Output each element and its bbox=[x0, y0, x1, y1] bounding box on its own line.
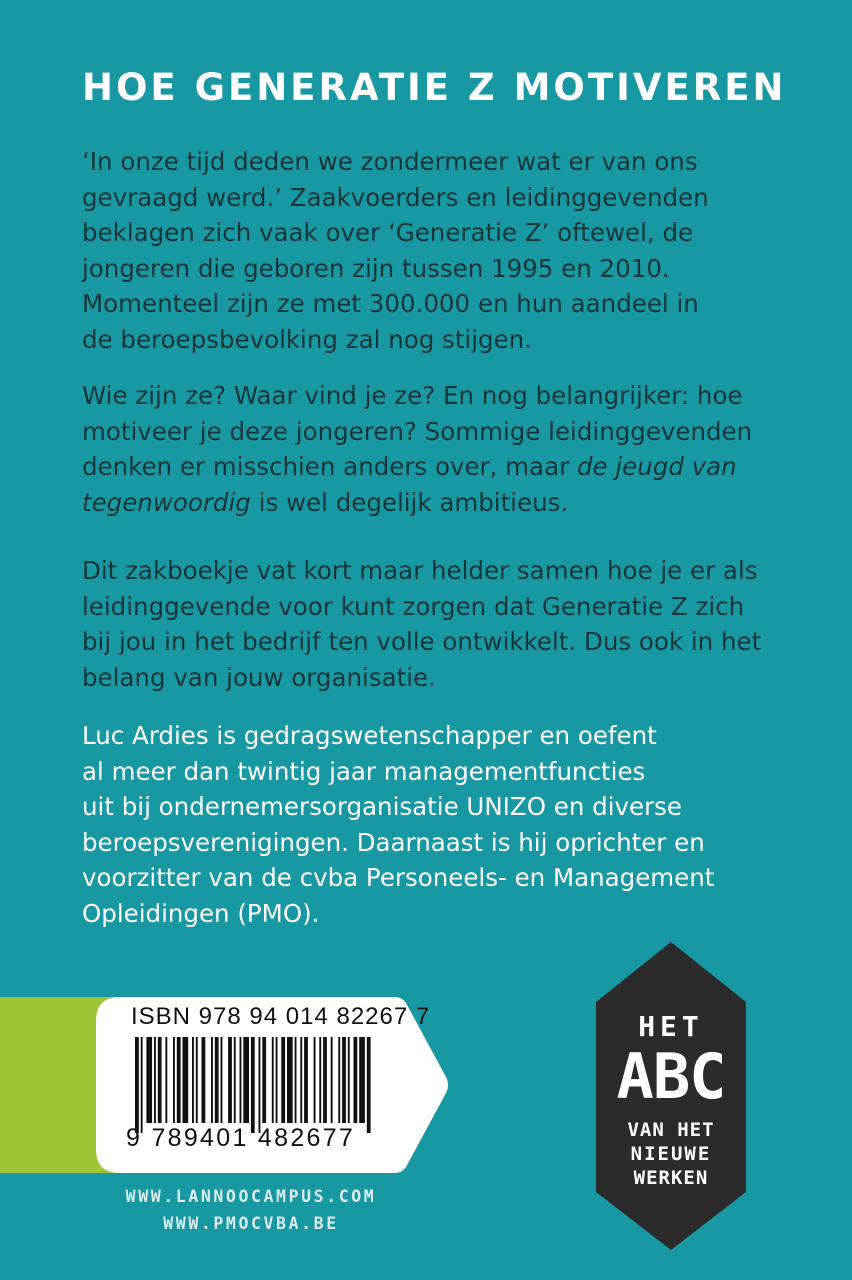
series-badge bbox=[596, 942, 746, 1250]
barcode-bar bbox=[135, 1037, 139, 1133]
barcode-bar bbox=[338, 1037, 340, 1123]
barcode-bar bbox=[304, 1037, 308, 1123]
barcode-bar bbox=[262, 1037, 266, 1123]
text-line: beklagen zich vaak over ‘Generatie Z’ oftewel, de bbox=[82, 218, 694, 247]
text-line: motiveer je deze jongeren? Sommige leidinggevenden bbox=[82, 416, 753, 446]
barcode-bar bbox=[348, 1037, 350, 1123]
badge-line-het: HET bbox=[638, 1010, 704, 1043]
barcode-bar bbox=[300, 1037, 302, 1123]
barcode-bar bbox=[251, 1037, 255, 1133]
badge-line-nieuwe: NIEUWE bbox=[630, 1143, 712, 1165]
text-line: ‘In onze tijd deden we zondermeer wat er van ons bbox=[82, 147, 698, 176]
text-line bbox=[82, 485, 802, 521]
text-line: bij jou in het bedrijf ten volle ontwikkelt. Dus ook in het bbox=[82, 627, 762, 656]
barcode-bar bbox=[173, 1037, 175, 1123]
barcode-bar bbox=[295, 1037, 297, 1123]
barcode-digits: 9 789401 482677 bbox=[126, 1124, 356, 1152]
text-line: al meer dan twintig jaar managementfuncties bbox=[82, 756, 646, 786]
text-line: Luc Ardies is gedragswetenschapper en oefent bbox=[82, 721, 657, 750]
barcode-bar bbox=[367, 1037, 371, 1133]
barcode-bar bbox=[287, 1037, 293, 1123]
italic-phrase: tegenwoordig bbox=[82, 487, 251, 517]
summary-paragraph bbox=[82, 553, 802, 695]
barcode-bar bbox=[165, 1037, 167, 1123]
barcode-bar bbox=[221, 1037, 223, 1123]
barcode-bar bbox=[177, 1037, 181, 1123]
text-line: leidinggevende voor kunt zorgen dat Generatie Z zich bbox=[82, 591, 745, 621]
questions-paragraph bbox=[82, 378, 802, 520]
badge-line-van-het: VAN HET bbox=[627, 1119, 715, 1141]
text-line: beroepsverenigingen. Daarnaast is hij oprichter en bbox=[82, 827, 705, 857]
barcode-bar bbox=[342, 1037, 346, 1123]
text-line: Momenteel zijn ze met 300.000 en hun aandeel in bbox=[82, 289, 699, 318]
barcode-bar bbox=[323, 1037, 327, 1123]
text-line: Dit zakboekje vat kort maar helder samen hoe je er als bbox=[82, 556, 758, 585]
text-line: Opleidingen (PMO). bbox=[82, 898, 320, 928]
barcode-bar bbox=[234, 1037, 236, 1123]
barcode-bar bbox=[359, 1037, 365, 1123]
barcode-bar bbox=[259, 1037, 261, 1133]
barcode-bar bbox=[276, 1037, 278, 1123]
text-line: jongeren die geboren zijn tussen 1995 en 2010. bbox=[82, 253, 670, 283]
text-line: gevraagd werd.’ Zaakvoerders en leidinggevenden bbox=[82, 182, 709, 212]
barcode-bar bbox=[354, 1037, 358, 1123]
book-title: HOE GENERATIE Z MOTIVEREN bbox=[82, 66, 787, 109]
barcode-bar bbox=[281, 1037, 285, 1123]
barcode-bar bbox=[141, 1037, 143, 1133]
badge-line-werken: WERKEN bbox=[633, 1167, 709, 1189]
website-link[interactable]: WWW.PMOCVBA.BE bbox=[163, 1214, 339, 1233]
barcode-bar bbox=[154, 1037, 156, 1123]
text-segment: is wel degelijk ambitieus. bbox=[250, 487, 569, 517]
barcode-bar bbox=[228, 1037, 232, 1123]
website-link[interactable]: WWW.LANNOOCAMPUS.COM bbox=[125, 1187, 377, 1206]
barcode-bar bbox=[272, 1037, 274, 1123]
text-line: belang van jouw organisatie. bbox=[82, 662, 436, 692]
barcode-bar bbox=[215, 1037, 219, 1123]
italic-phrase: de jeugd van bbox=[576, 452, 737, 481]
author-bio bbox=[82, 718, 802, 931]
text-line: uit bij ondernemersorganisatie UNIZO en diverse bbox=[82, 792, 682, 821]
barcode-bar bbox=[183, 1037, 189, 1123]
text-line bbox=[82, 449, 802, 485]
badge-line-abc: ABC bbox=[616, 1040, 726, 1113]
text-line: voorzitter van de cvba Personeels- en Management bbox=[82, 863, 715, 892]
isbn-label: ISBN 978 94 014 82267 7 bbox=[131, 1003, 431, 1030]
barcode-bar bbox=[331, 1037, 333, 1123]
barcode-bar bbox=[314, 1037, 316, 1123]
barcode-bar bbox=[196, 1037, 198, 1123]
text-segment: denken er misschien anders over, maar bbox=[82, 452, 577, 481]
barcode-bar bbox=[240, 1037, 242, 1123]
barcode-bar bbox=[192, 1037, 194, 1123]
text-line: de beroepsbevolking zal nog stijgen. bbox=[82, 324, 532, 354]
barcode-bar bbox=[158, 1037, 162, 1123]
text-line: Wie zijn ze? Waar vind je ze? En nog belangrijker: hoe bbox=[82, 381, 743, 410]
barcode-bar bbox=[211, 1037, 213, 1123]
barcode-bar bbox=[202, 1037, 206, 1123]
barcode-bar bbox=[146, 1037, 152, 1123]
intro-paragraph bbox=[82, 144, 802, 357]
barcode-bar bbox=[243, 1037, 249, 1123]
barcode-bar bbox=[319, 1037, 321, 1123]
